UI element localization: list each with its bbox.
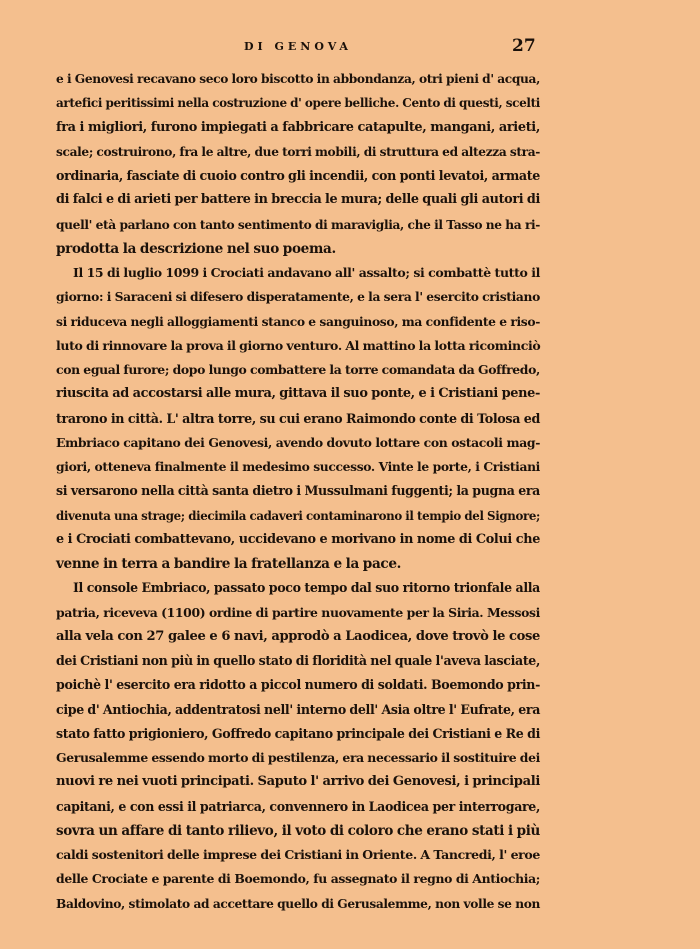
text-line: scale; costruirono, fra le altre, due torri mobili, di struttura ed altezza stra-	[56, 144, 540, 159]
text-line: e i Genovesi recavano seco loro biscotto in abbondanza, otri pieni d' acqua,	[56, 72, 540, 86]
paragraph-2	[56, 261, 540, 576]
text-line: quell' età parlano con tanto sentimento di maraviglia, che il Tasso ne ha ri-	[56, 217, 540, 232]
text-line: si versarono nella città santa dietro i Mussulmani fuggenti; la pugna era	[56, 483, 540, 499]
text-line: Il console Embriaco, passato poco tempo dal suo ritorno trionfale alla	[73, 580, 540, 596]
text-line: nuovi re nei vuoti principati. Saputo l' arrivo dei Genovesi, i principali	[56, 774, 540, 790]
text-line: e i Crociati combattevano, uccidevano e morivano in nome di Colui che	[56, 531, 540, 547]
text-line: delle Crociate e parente di Boemondo, fu assegnato il regno di Antiochia;	[56, 871, 540, 887]
text-line: stato fatto prigioniero, Goffredo capitano principale dei Cristiani e Re di	[56, 725, 540, 741]
text-line: poichè l' esercito era ridotto a piccol numero di soldati. Boemondo prin-	[56, 677, 540, 693]
text-line: giorno: i Saraceni si difesero disperatamente, e la sera l' esercito cristiano	[56, 289, 540, 305]
page-number: 27	[512, 36, 536, 56]
text-line: luto di rinnovare la prova il giorno venturo. Al mattino la lotta ricominciò	[56, 337, 541, 353]
text-line: capitani, e con essi il patriarca, convennero in Laodicea per interrogare,	[56, 798, 540, 814]
text-line: sovra un affare di tanto rilievo, il voto di coloro che erano stati i più	[56, 822, 540, 839]
running-title: DI GENOVA	[244, 40, 352, 53]
paragraph-1	[56, 67, 540, 261]
text-line: fra i migliori, furono impiegati a fabbricare catapulte, mangani, arieti,	[56, 119, 540, 135]
body-text	[56, 67, 540, 916]
text-line: cipe d' Antiochia, addentratosi nell' interno dell' Asia oltre l' Eufrate, era	[56, 701, 540, 717]
text-line: riuscita ad accostarsi alle mura, gittava il suo ponte, e i Cristiani pene-	[56, 386, 540, 402]
text-line: caldi sostenitori delle imprese dei Cristiani in Oriente. A Tancredi, l' eroe	[56, 847, 540, 862]
paragraph-3	[56, 576, 540, 916]
text-line: trarono in città. L' altra torre, su cui erano Raimondo conte di Tolosa ed	[56, 410, 540, 426]
text-line: giori, otteneva finalmente il medesimo successo. Vinte le porte, i Cristiani	[56, 459, 540, 474]
text-line: artefici peritissimi nella costruzione d' opere belliche. Cento di questi, scelti	[56, 96, 540, 111]
text-line: divenuta una strage; diecimila cadaveri contaminarono il tempio del Signore;	[56, 508, 540, 523]
text-line: patria, riceveva (1100) ordine di partire nuovamente per la Siria. Messosi	[56, 604, 540, 620]
text-line: prodotta la descrizione nel suo poema.	[56, 240, 336, 257]
text-line: Il 15 di luglio 1099 i Crociati andavano all' assalto; si combattè tutto il	[73, 265, 540, 280]
text-line: Embriaco capitano dei Genovesi, avendo dovuto lottare con ostacoli mag-	[56, 434, 540, 450]
text-line: Gerusalemme essendo morto di pestilenza, era necessario il sostituire dei	[56, 750, 540, 765]
text-line: ordinaria, fasciate di cuoio contro gli incendii, con ponti levatoi, armate	[56, 168, 540, 183]
text-line: venne in terra a bandire la fratellanza e la pace.	[56, 556, 402, 572]
text-line: con egual furore; dopo lungo combattere la torre comandata da Goffredo,	[56, 362, 540, 377]
text-line: Baldovino, stimolato ad accettare quello di Gerusalemme, non volle se non	[56, 896, 540, 911]
text-line: alla vela con 27 galee e 6 navi, approdò a Laodicea, dove trovò le cose	[56, 628, 540, 644]
text-line: di falci e di arieti per battere in breccia le mura; delle quali gli autori di	[56, 192, 540, 208]
text-line: si riduceva negli alloggiamenti stanco e sanguinoso, ma confidente e riso-	[56, 313, 540, 329]
text-line: dei Cristiani non più in quello stato di floridità nel quale l'aveva lasciate,	[56, 653, 540, 668]
